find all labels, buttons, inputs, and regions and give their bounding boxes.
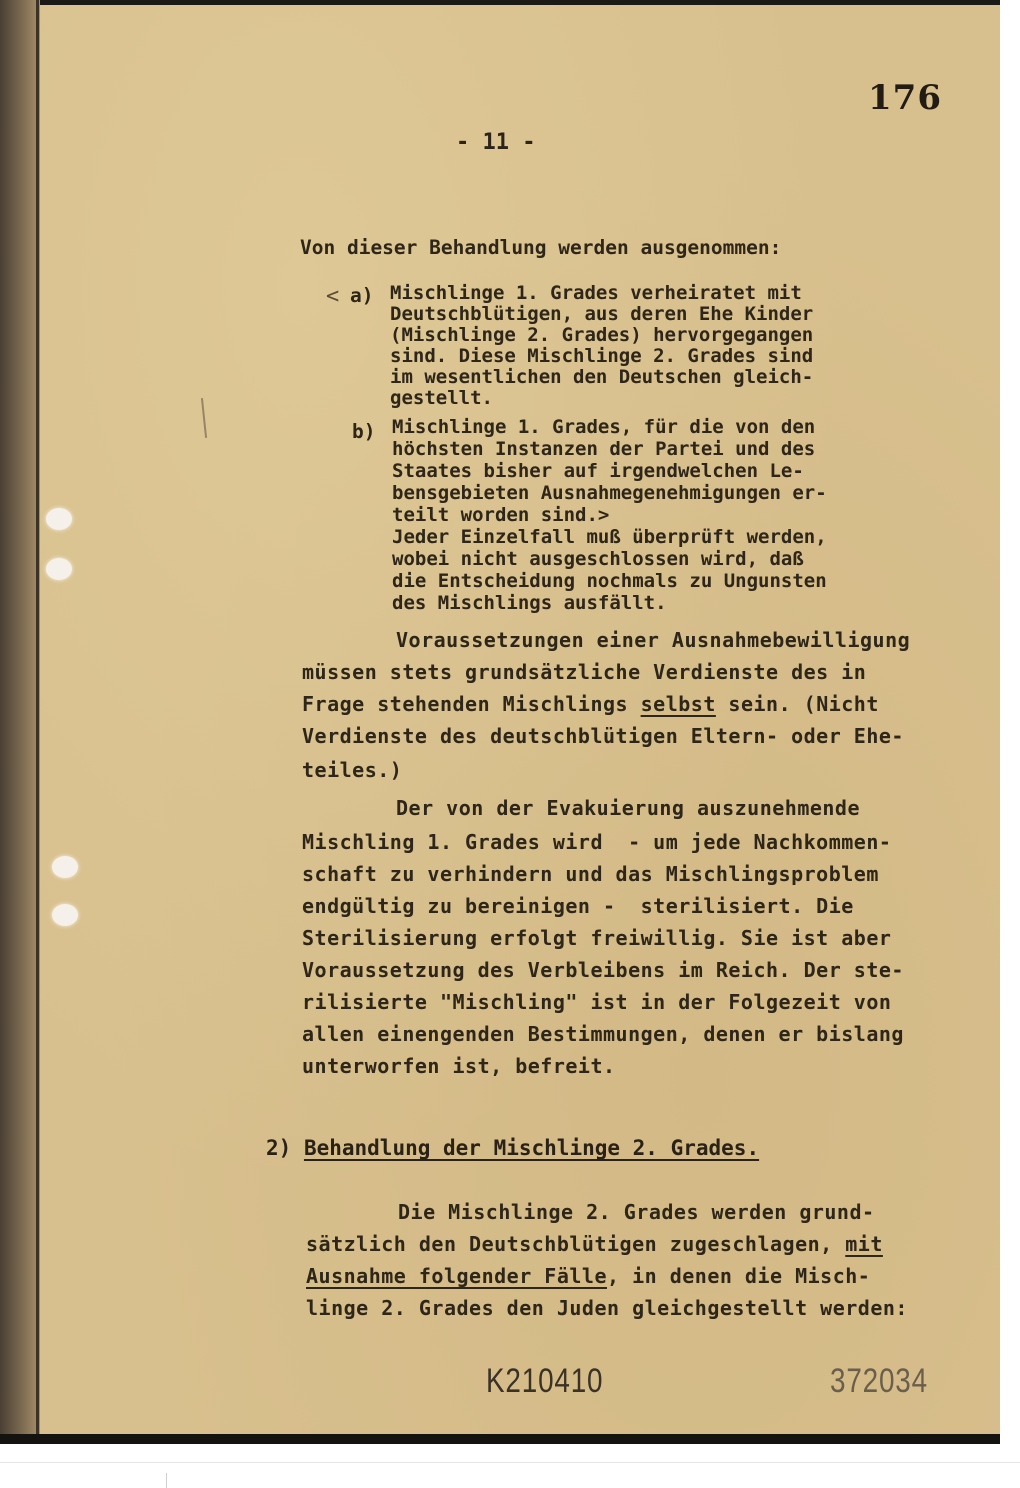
item-a-line: sind. Diese Mischlinge 2. Grades sind [390, 345, 814, 367]
underlined-text: Ausnahme folgender Fälle [306, 1264, 607, 1288]
page-binding-edge [0, 0, 40, 1444]
sub-page-number: - 11 - [456, 130, 536, 155]
item-a-line: Mischlinge 1. Grades verheiratet mit [390, 282, 802, 304]
binding-line [36, 0, 39, 1444]
item-a-line: Deutschblütigen, aus deren Ehe Kinder [390, 303, 814, 325]
underlined-text: mit [845, 1232, 883, 1256]
punch-hole [46, 558, 72, 580]
underlined-text: selbst [640, 692, 716, 716]
viewer-bottom-bar [0, 1462, 1020, 1488]
item-a-line: (Mischlinge 2. Grades) hervorgegangen [390, 324, 814, 346]
paragraph-line: Mischling 1. Grades wird - um jede Nachkommen- [302, 830, 892, 854]
paragraph-line: Sterilisierung erfolgt freiwillig. Sie ist aber [302, 926, 892, 950]
paragraph-line: schaft zu verhindern und das Mischlingsproblem [302, 862, 879, 886]
item-a-line: im wesentlichen den Deutschen gleich- [390, 366, 814, 388]
intro-line: Von dieser Behandlung werden ausgenommen: [300, 236, 782, 259]
item-a-marker: a) [350, 284, 374, 307]
paragraph-line: Voraussetzung des Verbleibens im Reich. Der ste- [302, 958, 904, 982]
item-b-marker: b) [352, 420, 376, 443]
section-number: 2) [266, 1136, 304, 1160]
paragraph-line: Der von der Evakuierung auszunehmende [396, 796, 861, 820]
paragraph-line: müssen stets grundsätzliche Verdienste des in [302, 660, 867, 684]
section-heading [266, 1136, 759, 1160]
item-b-line: Staates bisher auf irgendwelchen Le- [392, 460, 804, 482]
pencil-mark [201, 398, 207, 438]
item-b-line: teilt worden sind.> [392, 504, 610, 526]
text-run: , in denen die Misch- [606, 1264, 871, 1288]
paragraph-line: allen einengenden Bestimmungen, denen er bislang [302, 1022, 904, 1046]
toolbar-divider [166, 1473, 167, 1488]
archive-number-stamp: 372034 [830, 1362, 928, 1400]
paragraph-line: Voraussetzungen einer Ausnahmebewilligung [396, 628, 911, 652]
paragraph-line: unterworfen ist, befreit. [302, 1054, 616, 1078]
section-title: Behandlung der Mischlinge 2. Grades. [303, 1136, 760, 1160]
paragraph-line: rilisierte "Mischling" ist in der Folgezeit von [302, 990, 892, 1014]
page-bottom-edge [0, 1434, 1000, 1444]
paragraph-line: linge 2. Grades den Juden gleichgestellt werden: [306, 1296, 908, 1320]
text-run: Frage stehenden Mischlings [302, 692, 641, 716]
archive-stamp: K210410 [486, 1362, 604, 1400]
item-b-line: des Mischlings ausfällt. [392, 592, 667, 614]
punch-hole [52, 856, 78, 878]
paragraph-line: teiles.) [302, 758, 403, 782]
item-b-line: höchsten Instanzen der Partei und des [392, 438, 816, 460]
item-b-line: wobei nicht ausgeschlossen wird, daß [392, 548, 804, 570]
paragraph-line [306, 1234, 883, 1254]
paragraph-line: Verdienste des deutschblütigen Eltern- oder Ehe- [302, 724, 904, 748]
item-a-line: gestellt. [390, 387, 493, 409]
paragraph-line: endgültig zu bereinigen - sterilisiert. Die [302, 894, 854, 918]
text-run: sein. (Nicht [715, 692, 879, 716]
item-b-line: Jeder Einzelfall muß überprüft werden, [392, 526, 827, 548]
paragraph-line [306, 1266, 870, 1286]
item-b-line: die Entscheidung nochmals zu Ungunsten [392, 570, 827, 592]
punch-hole [52, 904, 78, 926]
punch-hole [46, 508, 72, 530]
item-b-line: bensgebieten Ausnahmegenehmigungen er- [392, 482, 827, 504]
item-b-line: Mischlinge 1. Grades, für die von den [392, 416, 816, 438]
page-number: 176 [868, 78, 942, 118]
paragraph-line [302, 694, 879, 714]
paragraph-line: Die Mischlinge 2. Grades werden grund- [398, 1200, 875, 1224]
page-top-edge [0, 0, 1000, 5]
text-run: sätzlich den Deutschblütigen zugeschlagen, [306, 1232, 846, 1256]
pencil-bracket: < [326, 284, 340, 309]
